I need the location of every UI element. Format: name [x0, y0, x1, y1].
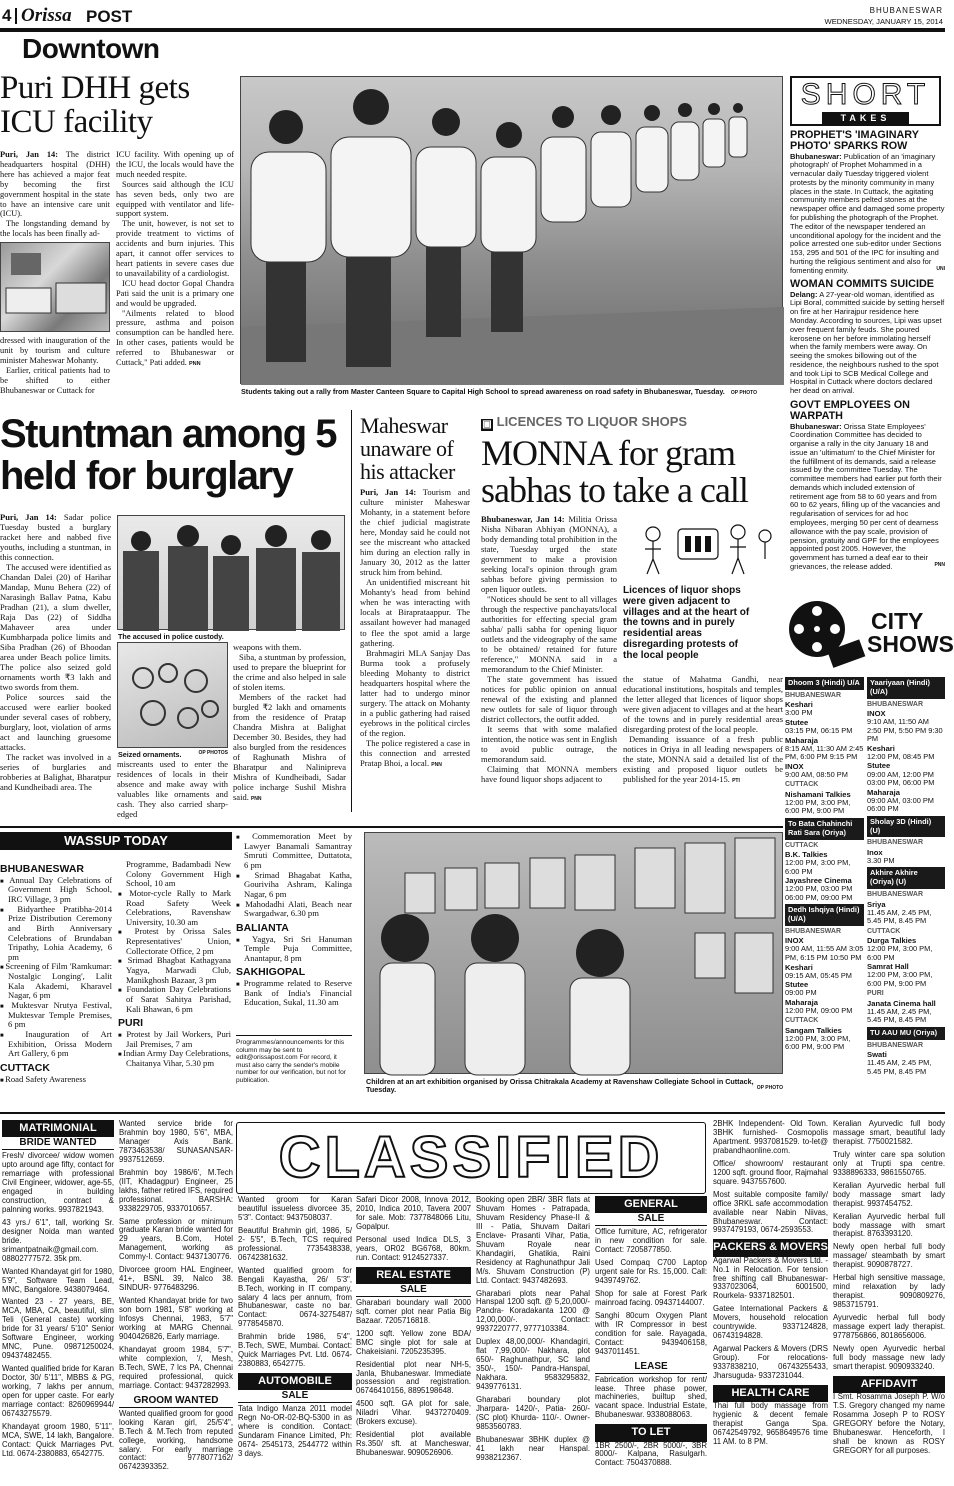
masthead-date: WEDNESDAY, JANUARY 15, 2014	[824, 17, 943, 26]
dhh-p9: "Ailments related to blood pressure, asthma and poison consumption can be handled here. In other cases, patients would be referred to Bhubaneswar or Cuttack," Pati added.	[116, 308, 234, 368]
dhh-p1: The district headquarters hospital (DHH) here has achieved a major feat by becoming the first government hospital in the state to have an intensive care unit (ICU).	[0, 150, 110, 219]
cinema-hall: Swati	[867, 1050, 887, 1060]
stunt-p4: The racket was involved in a series of burglaries and robberies at Balighat, Bharatpur and Kundheibadi area. The	[0, 752, 111, 793]
classified-ad: Fresh/ divorcee/ widow women upto around age fifty, contact for remarriage with professional Civil Engineer, widower, age-55, engaged in building construction, contract & palnning works. 9937821943.	[2, 1151, 114, 1214]
wassup-event: ■ Mahodadhi Alati, Beach near Swargadwar, 6.30 pm	[236, 900, 352, 919]
classified-ad: Khandayat groom 1984, 5'7", white complexion, '/, Mesh, B.Tech, SWE, 7 lcs PA, Chennai required professional, quick marriage. Contact: 9437282993.	[119, 1344, 233, 1390]
masthead-city: BHUBANESWAR	[869, 6, 943, 15]
classified-col7	[713, 1120, 828, 1451]
classified-banner	[236, 1122, 706, 1194]
stunt-p7: Members of the racket had burgled ₹2 lakh and ornaments from the residence of Pratap Chandra Mishra at Balighat December 30. Besides, they had also burgled from the residences of Raghunath Mishra of Bharatpur and Nalinipreva Mishra of Kundheibadi, Sadar police incharge Sushil Mishra said.	[233, 692, 346, 803]
brand-orissa: Orissa	[21, 5, 72, 26]
dhh-p8: ICU head doctor Gopal Chandra Pati said the unit is a primary one and would be upgraded.	[116, 278, 234, 308]
show-times: 3:00 PM	[785, 708, 813, 718]
accused-photo	[117, 515, 345, 630]
icu-photo	[0, 242, 110, 332]
cinema-hall: INOX	[867, 709, 886, 719]
show-times: 12:00 PM, 3:00 PM, 6:00 PM	[785, 858, 851, 876]
art-caption-row	[366, 1078, 783, 1095]
film-title: Dedh Ishqiya (Hindi) (U/A)	[785, 904, 864, 926]
film-title: Akhire Akhire (Oriya) (U)	[867, 867, 945, 889]
wassup-event: ■ Inauguration of Art Exhibition, Orissa Modern Art Gallery, 6 pm	[0, 1030, 112, 1059]
classified-subheading: SALE	[238, 1390, 352, 1403]
classified-ad: Beautiful Brahmin girl, 1986, 5/ 2- 5'5", B.Tech, TCS required professional. 7735438338, 06742381632.	[238, 1225, 352, 1262]
monna-headline: MONNA for gram sabhas to take a call	[481, 433, 748, 510]
cinema-hall: Keshari	[867, 743, 895, 753]
maheswar-story	[360, 414, 470, 814]
short-item-title: WOMAN COMMITS SUICIDE	[790, 278, 934, 291]
short-item-text: Publication of an 'imaginary photograph' of Prophet Mohammed in a vernacular daily Tuesday triggered violent protests by the minority community in many places in the state. In Cuttack, the agitating community members pelted stones at the newspaper office and damaged some property for publishing the photograph of the Prophet. The editor of the newspaper tendered an unconditional apology for the incident and the police arrested one sub-editor under Sections 153, 295 and 501 of the IPC for insulting and hurting the religious sentiment and also for fomenting enmity.	[790, 151, 945, 275]
show-times: 09:15 AM, 05:45 PM	[785, 970, 852, 980]
classified-heading: AFFIDAVIT	[833, 1376, 945, 1393]
classified-ad: Booking open 2BR/ 3BR flats at Shuvam Homes - Patrapada, Shuvam Residency Phase-II & III - Patia, Shuvam Daitari Enclave- Prasanti Vihar, Patia, Shuvam Royale near Khandagiri, Ghatikia, Raini Residency at Raghunathpur Jali M/s. Shuvam Construction (P) Ltd. Contact: 9437482693.	[476, 1195, 590, 1285]
film-reel-icon	[785, 595, 865, 675]
monna-p7: Demanding issuance of a fresh public notices in Oriya in all leading newspapers of the state, MONNA said a detailed list of the existing and proposed liquor outlets be published for the year 2014-15.	[623, 734, 783, 785]
wassup-city: SAKHIGOPAL	[236, 966, 306, 979]
cinema-city: CUTTACK	[785, 1017, 819, 1025]
wassup-event: ■ Motor-cycle Rally to Mark Road Safety Week Celebrations, Ravenshaw University, 10.30 am	[118, 889, 231, 928]
show-times: 3.30 PM	[867, 855, 895, 865]
stunt-p6: Siba, a stuntman by profession, used to prepare the blueprint for the crime and also helped in sale of stolen items.	[233, 652, 346, 693]
wassup-event: ■ Srimad Bhagbat Kathagyana Yagya, Marwadi Club, Manikghosh Bazaar, 3 pm	[118, 956, 231, 985]
wassup-city: PURI	[118, 1017, 144, 1030]
show-times: 9:00 AM, 08:50 PM	[785, 769, 848, 779]
wassup-top-rule	[0, 826, 783, 828]
wassup-event-cont: Programme, Badambadi New Colony Government High School, 10 am	[126, 859, 231, 889]
dhh-p7: The unit, however, is not set to provide treatment to victims of accidents and burn injuries. This apart, it cannot offer services to heart patients in severe cases due to unavailability of a cardiologist.	[116, 219, 234, 278]
wassup-event: ■ Protest by Orissa Sales Representatives' Union, Collectorate Office, 2 pm	[118, 927, 231, 956]
cinema-city: CUTTACK	[785, 841, 819, 849]
cinema-city: BHUBANESWAR	[867, 839, 923, 847]
cinema-hall: Maharaja	[785, 997, 818, 1007]
monna-kicker: LICENCES TO LIQUOR SHOPS	[496, 414, 688, 429]
monna-p4: It seems that with some malafied intention, the notice was sent in English to avoid public outrage, the memorandum said.	[481, 724, 617, 765]
wassup-event: ■ Programme related to Reserve Bank of India's Financial Education, Sukal, 11.30 am	[236, 979, 352, 1008]
cinema-hall: Maharaja	[785, 735, 818, 745]
classified-ad: Brahmin boy 1986/6', M.Tech (IIT, Khadagpur) Engineer, 25 lakhs, father retired IFS, required professional. BARSHA: 9338229705, 9337010657.	[119, 1167, 233, 1213]
classified-col4	[356, 1196, 471, 1462]
short-item-place: Delang:	[790, 289, 818, 299]
short-item-body	[790, 423, 945, 572]
classified-ad: Personal used Indica DLS, 3 years, OR02 BG6768, 80km. run. Contact: 9124527337.	[356, 1234, 471, 1262]
column-rule	[351, 410, 352, 812]
cartoon-illustration	[623, 514, 783, 580]
cinema-hall: Keshari	[785, 962, 813, 972]
show-times: 12:00 PM, 3:00 PM, 6:00 PM, 9:00 PM	[867, 970, 933, 988]
cinema-hall: Stutee	[867, 761, 891, 771]
wassup-event: ■ Srimad Bhagabat Katha, Gouriviha Ashram, Kalinga Nagar, 6 pm	[236, 871, 352, 900]
liquor-icon: ▣	[482, 419, 492, 430]
classified-ad: Agarwal Packers & Movers Ltd. - No.1 in Relocation. For tension free shifting call Bhubaneswar- 9337023064, 6001500, Rourkela- 9337182501.	[713, 1255, 828, 1301]
wassup-event: ■ Annual Day Celebrations of Government High School, IRC Village, 3 pm	[0, 876, 112, 905]
classified-col6	[595, 1196, 707, 1472]
classified-col3	[238, 1196, 352, 1463]
film-title: TU AAU MU (Oriya)	[867, 1027, 945, 1040]
short-item-body	[790, 291, 945, 396]
classified-ad: Gharabari boundary wall 2000 sqft. corner plot near Patia Big Bazaar. 7205716818.	[356, 1297, 471, 1325]
cinema-city: BHUBANESWAR	[785, 927, 841, 935]
rally-credit: OP PHOTO	[730, 390, 758, 396]
dhh-credit: PNN	[188, 361, 201, 368]
classified-ad: Sanghi 80cum Oxygen Plant with IR Compressor in best condition for sale. Rayagada, Contact: 9439406158, 9437011451.	[595, 1310, 707, 1356]
cinema-city: BHUBANESWAR	[867, 1041, 923, 1049]
city-shows-col1	[785, 675, 864, 1052]
classified-ad: Khandayat groom 1980, 5'11", MCA, SWE, 14 lakh, Bangalore. Contact: Quick Marriages Pvt. Ltd. 0674-2380883, 6542775.	[2, 1421, 114, 1458]
classified-ad: Residential plot available Rs.350/ sft. at Mancheswar, Bhubaneswar. 9090526906.	[356, 1430, 471, 1458]
classified-subheading: GROOM WANTED	[119, 1395, 233, 1408]
wassup-col3	[236, 832, 352, 1008]
classified-subheading: LEASE	[595, 1361, 707, 1374]
wassup-event: ■ Road Safety Awareness	[0, 1075, 112, 1085]
wassup-note: Programmes/announcements for this column may be sent to edit@orissapost.com For record, it must also carry the sender's mobile number for our verification, but not for publication.	[236, 1035, 352, 1084]
film-title: Sholay 3D (Hindi) (U)	[867, 816, 945, 838]
cinema-hall: Jayashree Cinema	[785, 876, 852, 886]
show-times: 12:00 PM, 08:45 PM	[867, 751, 935, 761]
show-times: 03:15 PM, 06:15 PM	[785, 726, 853, 735]
monna-byline: Bhubaneswar, Jan 14:	[481, 514, 565, 524]
cinema-hall: Nishamani Talkies	[785, 789, 851, 799]
cinema-hall: INOX	[785, 761, 804, 771]
rally-caption: Students taking out a rally from Master Canteen Square to Capital High School to spread awareness on road safety in Bhubaneswar, Tuesday.	[241, 387, 725, 396]
short-item-title: GOVT EMPLOYEES ON WARPATH	[790, 398, 910, 423]
classified-col8	[833, 1120, 945, 1460]
maheswar-p4: The police registered a case in this connection and arrested Pratap Bhoi, a local.	[360, 737, 470, 768]
maheswar-p3: Brahmagiri MLA Sanjay Das Burma took a profusely bleeding Mohanty to district headquarters hospital where the latter had to undergo minor surgery. The attack on Mohanty in a public gathering had raised eyebrows in the political circles of the region.	[360, 647, 470, 738]
wassup-city: BHUBANESWAR	[0, 863, 84, 875]
classified-ad: Bhubaneswar 3BHK duplex @ 41 lakh near Hanspal. 9938212367.	[476, 1434, 590, 1462]
art-photo	[364, 832, 783, 1074]
show-times: 11.45 AM, 2.45 PM, 5.45 PM, 8.45 PM	[867, 1006, 932, 1025]
takes-logo-text: TAKES	[822, 112, 909, 124]
cinema-hall: Stutee	[785, 980, 809, 990]
classified-ad: Wanted qualified groom for good looking Karan girl, 25/5'4", B.Tech & M.Tech from reputed college, working, handsome salary. For early marriage contact: 9778077162/ 06742393352.	[119, 1408, 233, 1472]
show-times: 9:00 AM, 11:55 AM 3:05 PM, 6:15 PM 10:50 PM	[785, 944, 864, 962]
short-takes-logo	[790, 76, 941, 126]
classified-ad: Keralian Ayurvedic full body massage smart, beautiful lady therapist. 7750021582.	[833, 1119, 945, 1146]
short-item-credit: PNN	[934, 561, 945, 568]
cinema-city: CUTTACK	[785, 781, 819, 789]
cinema-hall: Samrat Hall	[867, 962, 909, 972]
art-caption: Children at an art exhibition organised by Orissa Chitrakala Academy at Ravenshaw Collegiate School in Cuttack, Tuesday.	[366, 1077, 754, 1095]
classified-heading: MATRIMONIAL	[2, 1120, 114, 1137]
short-item-title: PROPHET'S 'IMAGINARY PHOTO' SPARKS ROW	[790, 129, 919, 153]
classified-ad: I Smt. Rosamma Joseph P. W/o T.S. Gregory changed my name Rosamma Joseph P to ROSY GREGORY before the Notary, Bhubaneswar. Henceforth, I shall be known as ROSY GREGORY for all purposes.	[833, 1392, 945, 1455]
brand-post: POST	[86, 7, 133, 26]
page-number: 4	[2, 6, 12, 25]
film-title: To Bata Chahinchi Rati Sara (Oriya)	[785, 818, 864, 840]
classified-ad: Wanted Khandayat bride for two son born 1981, 5'8" working at Infosys Chennai, 1983, 5'7" working at MARG Chennai. 9040426826, Early marriage.	[119, 1296, 233, 1341]
monna-p5: Claiming that MONNA members have found liquor shops adjacent to	[481, 764, 617, 785]
classified-ad: Divorcee groom HAL Engineer, 41+, BSNL 39, Nalco 38. SINDUR- 9776483296.	[119, 1265, 233, 1293]
classified-ad: Shop for sale at Forest Park mainroad facing. 09437144007.	[595, 1288, 707, 1307]
cinema-hall: Sriya	[867, 899, 886, 909]
classified-ad: Keralian Ayurvedic herbal full body massage smart lady therapist. 9937454752.	[833, 1180, 945, 1208]
show-times: 09:00 AM, 03:00 PM 06:00 PM	[867, 795, 934, 814]
show-times: 12:00 PM, 3:00 PM, 6:00 PM, 9:00 PM	[785, 797, 851, 816]
classified-ad: Truly winter care spa solution only at Trupti spa centre. 9338896333, 9861550765.	[833, 1149, 945, 1177]
show-times: 12:00 PM, 3:00 PM, 6:00 PM	[867, 944, 933, 962]
short-item-place: Bhubaneswar:	[790, 421, 842, 431]
classified-heading: HEALTH CARE	[713, 1385, 828, 1402]
ornaments-caption: Seized ornaments.	[118, 750, 182, 759]
classified-subheading: SALE	[356, 1284, 471, 1297]
cinema-city: CUTTACK	[867, 927, 901, 935]
dhh-p2: The longstanding demand by the locals has been finally ad-	[0, 219, 110, 239]
short-item-text: Orissa State Employees' Coordination Committee has decided to organise a rally in the city January 18 and issue an 'ultimatum' to the Chief Minister for the fulfillment of its demands, said a release issued by the committee Tuesday. The committee members had earlier put forth their demands which included extension of retirement age from 58 to 60 years and from 60 to 62 years, filling up of the vacancies and regularisation of services for ad hoc employees, merging 50 per cent of dearness allowance with the pay scale, provision of pension, gratuity and GPF for the employees appointed post 2005. However, the government has turned a deaf ear to their grievances, the release added.	[790, 421, 942, 571]
classified-ad: Gharabari plots near Pahal Hanspal 1200 sqft. @ 5,20,000/- Pandra- Koradakanta 1200 @ 12,00,000/-. Contact: 9937220777, 9777103384.	[476, 1288, 590, 1334]
classified-ad: Safari Dicor 2008, Innova 2012, 2010, Indica 2010, Tavera 2007 for sale. Mob: 7377848066 Litu, Gopalpur.	[356, 1195, 471, 1231]
maheswar-credit: PNN	[431, 761, 442, 768]
wassup-event: ■ Screening of Film 'Ramkumar: Nostalgic Longing', Lalit Kala Akademi, Kharavel Nagar, 6 pm	[0, 962, 112, 1001]
short-item-body	[790, 153, 945, 276]
show-times: 8:15 AM, 11:30 AM 2:45 PM, 6:00 PM 9:15 PM	[785, 743, 864, 762]
show-times: 09:00 PM	[785, 988, 817, 998]
maheswar-p2: An unidentified miscreant hit Mohanty's head from behind when he was interacting with locals at Biraprataappur. The assailant however had managed to flee the spot amid a large gathering.	[360, 577, 470, 648]
film-title: Dhoom 3 (Hindi) U/A	[785, 677, 864, 690]
cinema-hall: INOX	[785, 936, 804, 946]
classified-ad: Herbal high sensitive massage, mind relaxation by lady therapist. 9090809276, 9853715791.	[833, 1273, 945, 1310]
dhh-p6: Sources said although the ICU has seven beds, only two are equipped with ventilator and life-support system.	[116, 179, 234, 219]
wassup-col1	[0, 860, 112, 1084]
dhh-p4: Earlier, critical patients had to be shifted to either Bhubaneswar or Cuttack for	[0, 365, 110, 395]
classified-ad: Gharabari boundary plot Jharpara- 1420/-, Patia- 260/- (SC plot) Khurda- 110/-. Owner- 9853560783.	[476, 1395, 590, 1431]
classified-ad: Agarwal Packers & Movers (DRS Group). For relocations- 9337838210, 06743255433, Jharsuguda- 9337231044.	[713, 1344, 828, 1381]
accused-caption: The accused in police custody.	[118, 632, 224, 641]
wassup-city: CUTTACK	[0, 1061, 50, 1074]
ornaments-photo	[117, 642, 228, 748]
monna-p6: the statue of Mahatma Gandhi, near educational institutions, hospitals and temples, the letter alleged that licences of liquor shops were given adjacent to villages and at the heart of the towns and in purely residential areas disregarding protest of the local people.	[623, 674, 783, 735]
classified-heading: PACKERS & MOVERS	[713, 1239, 828, 1256]
cinema-hall: Sangam Talkies	[785, 1025, 842, 1035]
show-times: 11.45 AM, 2.45 PM, 5.45 PM, 8.45 PM	[867, 1058, 932, 1076]
city-shows	[785, 595, 954, 1100]
section-title: Downtown	[22, 33, 160, 64]
monna-p1: Militia Orissa Nisha Nibaran Abhiyan (MONNA), a body demanding total prohibition in the state, Tuesday urged the state government to make a provision seeking local's opinion through gram sabhas before giving permission to open liquor outlets.	[481, 514, 618, 595]
stunt-credit: PNN	[250, 796, 262, 803]
maheswar-p1: Tourism and culture minister Maheswar Mohanty, in a statement before the chief judicial magistrate here, Monday said he could not see the miscreant who attacked him during an election rally in January 30, 2012 as the latter struck him from behind.	[360, 487, 470, 578]
cinema-hall: Maharaja	[867, 787, 900, 797]
rally-caption-row	[241, 388, 783, 397]
wassup-event: ■ Foundation Day Celebrations of Sarat Sahitya Parishad, Kali Bhawan, 6 pm	[118, 985, 231, 1014]
cinema-hall: Janata Cinema hall	[867, 998, 936, 1008]
monna-p2: "Notices should be sent to all villages through the respective panchayats/local authorities for effecting special gram sabha/ palli sabha for opening liquor outlets and the videography of the same to be obtained/ retained for future reference," MONNA said in a memorandum to the Chief Minister.	[481, 594, 617, 675]
stunt-p3: Police sources said the accused were earlier booked under several cases of robbery, burglary, loot, violation of arms act and launching gruesome attacks.	[0, 692, 111, 753]
classified-ad: 1200 sqft. Yellow zone BDA/ BMC single plot for sale at Chakeisiani. 7205235395.	[356, 1328, 471, 1356]
show-times: 12:00 PM, 09:00 PM	[785, 1005, 853, 1015]
classified-col2	[119, 1120, 233, 1476]
masthead	[0, 0, 945, 70]
classified-top-rule	[0, 1112, 945, 1114]
film-title: Yaariyaan (Hindi) (U/A)	[867, 677, 945, 699]
monna-kicker-row	[481, 414, 784, 431]
cinema-hall: Stutee	[785, 717, 809, 727]
stunt-byline: Puri, Jan 14:	[0, 512, 57, 522]
rally-photo	[240, 76, 783, 384]
dhh-story	[0, 72, 235, 402]
monna-p3: The state government has issued notices for public opinion on annual renewal of the existing and planned new outlets for sale of liquor through district collectors, the outfit added.	[481, 674, 617, 725]
classified-ad: Gatee International Packers & Movers, household relocation countrywide. 9337124828, 06743194828.	[713, 1304, 828, 1341]
city-shows-col2	[867, 675, 945, 1076]
short-takes	[788, 74, 945, 579]
classified-ad: Wanted qualified bride for Karan Doctor, 30/ 5'11", MBBS & PG, working, 7 lakhs per annum, open for upper caste. For early marriage contact: 8260969944/ 06743275579.	[2, 1364, 114, 1418]
cinema-city: BHUBANESWAR	[785, 691, 841, 699]
classified-ad: Wanted 23 - 27 years, BE, MCA, MBA, CA, beautiful, slim Teli (General caste) working bride for 31 years/ 5'10" Senior Software Engineer, working MNC, Pune. 09871250024, 09437482455.	[2, 1297, 114, 1361]
cinema-city: BHUBANESWAR	[867, 891, 923, 899]
show-times: 11.45 AM, 2.45 PM, 5.45 PM, 8.45 PM	[867, 907, 932, 926]
short-takes-list	[788, 130, 945, 572]
classified-ad: Brahmin bride 1986, 5'4", B.Tech, SWE, Mumbai. Contact: Quick Marriages Pvt. Ltd. 0674-2380883, 6542775.	[238, 1332, 352, 1369]
stunt-story	[0, 412, 346, 820]
short-item-text: A 27-year-old woman, identified as Lipi Boral, committed suicide by setting herself on fire at her Harirajpur residence here Monday. According to sources, Lipi was upset over frequent family feuds. She poured kerosene on her before immolating herself when the family members were away. On seeing the smokes billowing out of the residence, the neighbours rushed to the spot and took Lipi to SCB Medical College and Hospital in Cuttack where doctors declared her dead on arrival.	[790, 289, 945, 396]
classified-subheading: BRIDE WANTED	[2, 1137, 114, 1150]
classified-ad: Wanted Khandayat girl for 1980, 5'9", Software Team Lead, MNC, Bangalore. 9438079464.	[2, 1266, 114, 1294]
classified-title: CLASSIFIED	[278, 1125, 664, 1190]
classified-ad: Tata Indigo Manza 2011 model Regn No-OR-02-BQ-5300 in as where is condition. Contact: Sundaram Finance Limited, Ph: 0674- 2545173, 2544772 within 3 days.	[238, 1404, 352, 1459]
monna-pullquote: Licences of liquor shops were given adjacent to villages and at the heart of the towns and in purely residential areas disregarding protests of the local people	[623, 585, 750, 661]
monna-credit: PTI	[732, 778, 740, 785]
cinema-city: BHUBANESWAR	[867, 700, 923, 708]
dhh-headline: Puri DHH gets ICU facility	[0, 70, 190, 140]
stunt-p2: The accused were identified as Chandan Dalei (20) of Harihar Mandap, Munu Behera (22) of Narasingh Ballav Patna, Kabu Pradhan (21), a slum dweller, Raja Das (22) of Siddha Mahaveer area under Kumbharpada police limits and Siba Pradhan (26) of Bhoodan area under Beach police limits. The police also seized gold ornaments worth ₹3 lakh and two swords from them.	[0, 562, 111, 693]
show-times: 12:00 PM, 3:00 PM, 6:00 PM, 9:00 PM	[785, 1033, 851, 1052]
wassup-title: WASSUP TODAY	[64, 833, 168, 848]
classified-subheading: SALE	[595, 1213, 707, 1226]
classified-ad: Fabrication workshop for rent/ lease. Three phase power, machineries, builtup shed, vacant space. Industrial Estate, Bhubaneswar. 9338088063.	[595, 1374, 707, 1420]
classified-ad: Same profession or minimum graduate Karan bride wanted for 29 years, B.Com, Hotel Management, working as Commy-I. Contact: 9437130776.	[119, 1216, 233, 1262]
classified-ad: Duplex 48,00,000/- Khandagiri, flat 7,99,000/- Nakhara, plot 650/- Raghunathpur, SC land 350/-, 150/- Pandra-Hanspal, Nakhara. 9583295832, 9439776131.	[476, 1337, 590, 1392]
classified-ad: Keralian Ayurvedic herbal full body massage with smart therapist. 8763393120.	[833, 1211, 945, 1239]
short-logo-text: SHORT	[800, 78, 931, 111]
classified-heading: GENERAL	[595, 1196, 707, 1213]
dhh-p3: dressed with inauguration of the unit by tourism and culture minister Maheswar Mohanty.	[0, 336, 110, 365]
classified-ad: Used Compaq C700 Laptop urgent sale for Rs. 15,000. Call: 9439749762.	[595, 1258, 707, 1285]
cinema-hall: Inox	[867, 847, 883, 857]
classified-ad: 1BR 2500/-, 2BR 5000/-, 3BR 8000/- Kalpana, Rasulgarh. Contact: 7504370888.	[595, 1440, 707, 1468]
art-credit: OP PHOTO	[756, 1085, 783, 1092]
masthead-divider	[15, 8, 17, 24]
wassup-col2	[118, 860, 231, 1069]
ornaments-credit: OP PHOTOS	[198, 750, 228, 756]
classified-heading: AUTOMOBILE	[238, 1373, 352, 1390]
monna-story	[481, 414, 784, 814]
stunt-headline: Stuntman among 5 held for burglary	[0, 412, 337, 498]
dhh-p5: ICU facility. With opening up of the ICU, the locals would have the much needed respite.	[116, 150, 234, 179]
classified-col1	[2, 1120, 114, 1463]
cinema-hall: Keshari	[785, 700, 813, 710]
classified-heading: REAL ESTATE	[356, 1267, 471, 1284]
wassup-city: BALIANTA	[236, 921, 289, 934]
classified-ad: Newly open Ayurvedic herbal full body massage new lady smart therapist. 9090933240.	[833, 1343, 945, 1371]
classified-ad: 43 yrs./ 6'1", tall, working Sr. designer Noida man wanted bride. srimantpatnaik@gmail.com. 08802777572. 35k pm.	[2, 1217, 114, 1263]
classified-ad: Office/ showroom/ restaurant 1200 sqft. ground floor, Rajmahal square. 9437557600.	[713, 1158, 828, 1186]
show-times: 09:00 AM, 12:00 PM 03:00 PM, 06:00 PM	[867, 769, 935, 788]
maheswar-byline: Puri, Jan 14:	[360, 487, 417, 498]
city-title-a: CITY	[871, 608, 924, 634]
classified-ad: Ayurvedic herbal full body massage expert lady therapist. 9778756866, 8018656006.	[833, 1313, 945, 1341]
classified-col5	[476, 1196, 590, 1467]
wassup-event: ■ Bidyarthee Pratibha-2014 Prize Distribution Ceremony and Birth Anniversary Celebrations of Brundaban Tripathy, Lohia Academy, 6 pm	[0, 905, 112, 963]
classified-ad: Wanted service bride for Brahmin boy 1980, 5'6", MBA, Manager Axis Bank. 7873463538/ SUNASANSAR-9937512659.	[119, 1119, 233, 1164]
short-item-place: Bhubaneswar:	[790, 151, 842, 161]
wassup-event: ■ Indian Army Day Celebrations, Chaitanya Vihar, 5.30 pm	[118, 1049, 231, 1068]
maheswar-headline: Maheswar unaware of his attacker	[360, 413, 455, 485]
show-times: 9:10 AM, 11:50 AM 2:50 PM, 5:50 PM 9:30 PM	[867, 717, 943, 744]
cinema-hall: B.K. Talkies	[785, 849, 828, 859]
classified-ad: Office furniture, AC, refrigerator in new condition for sale. Contact: 7205877850.	[595, 1227, 707, 1255]
city-title-b: SHOWS	[867, 631, 954, 657]
classified-heading: TO LET	[595, 1424, 707, 1441]
wassup-event: ■ Commemoration Meet by Lawyer Banamali Samantray Smruti Committee, Duttatota, 6 pm	[236, 832, 352, 871]
classified-ad: 2BHK Independent- Old Town. 3BHK furnished- Cosmopolis Apartment. 9937081529. to-let@ prabandhaonline.com.	[713, 1119, 828, 1155]
stunt-p5: weapons with them.	[233, 642, 302, 652]
dhh-byline: Puri, Jan 14:	[0, 150, 58, 159]
show-times: 12:00 PM, 03:00 PM 06:00 PM, 09:00 PM	[785, 884, 853, 902]
wassup-event: ■ Yagya, Sri Sri Hanuman Temple Puja Committee, Anantapur, 8 pm	[236, 935, 352, 964]
classified-ad: Residential plot near NH-5, Janla, Bhubaneswar. Immediate possession and registration. 06746410156, 8895198648.	[356, 1359, 471, 1396]
short-item-credit: UNI	[936, 265, 945, 272]
classified-ad: Newly open herbal full body massage/ steambath by smart therapist. 9090878727.	[833, 1242, 945, 1270]
wassup-event: ■ Muktesvar Nrutya Festival, Muktesvar Temple Premises, 6 pm	[0, 1001, 112, 1030]
cinema-hall: Durga Talkies	[867, 936, 917, 946]
cinema-city: PURI	[867, 990, 884, 998]
stunt-p8: miscreants used to enter the residences of locals in their absence and make away with valuables like ornaments and cash. They also carried sharp-edged	[117, 759, 228, 820]
classified-ad: Wanted groom for Karan beautiful issueless divorcee 35, 5'3". Contact: 9437508037.	[238, 1195, 352, 1222]
classified-ad: Wanted qualified groom for Bengali Kayastha, 26/ 5'3", B.Tech, working in IT company, salary 4 lacs per annum, from Bhubaneswar, caste no bar. Contact: 0674-3275487/ 9778545870.	[238, 1265, 352, 1329]
classified-ad: 4500 sqft. GA plot for sale, Niladri Vihar. 9437270409. (Brokers excuse).	[356, 1399, 471, 1427]
wassup-event: ■ Protest by Jail Workers, Puri Jail Premises, 7 am	[118, 1030, 231, 1049]
classified-ad: Thai full body massage from hygienic & decent female therapist Ganga Spa. 06742549792, 9658649576 time 11 AM. to 8 PM.	[713, 1401, 828, 1447]
stunt-p1: Sadar police Tuesday busted a burglary racket here and nabbed five youths, including a stuntman, in this connection.	[0, 512, 111, 563]
wassup-header	[0, 832, 232, 850]
classified-ad: Most suitable composite family/ office 3RKL safe accommodation available near Nabin Niivas, Bhubaneswar. Contact: 9937479193, 0674-2593553.	[713, 1189, 828, 1235]
